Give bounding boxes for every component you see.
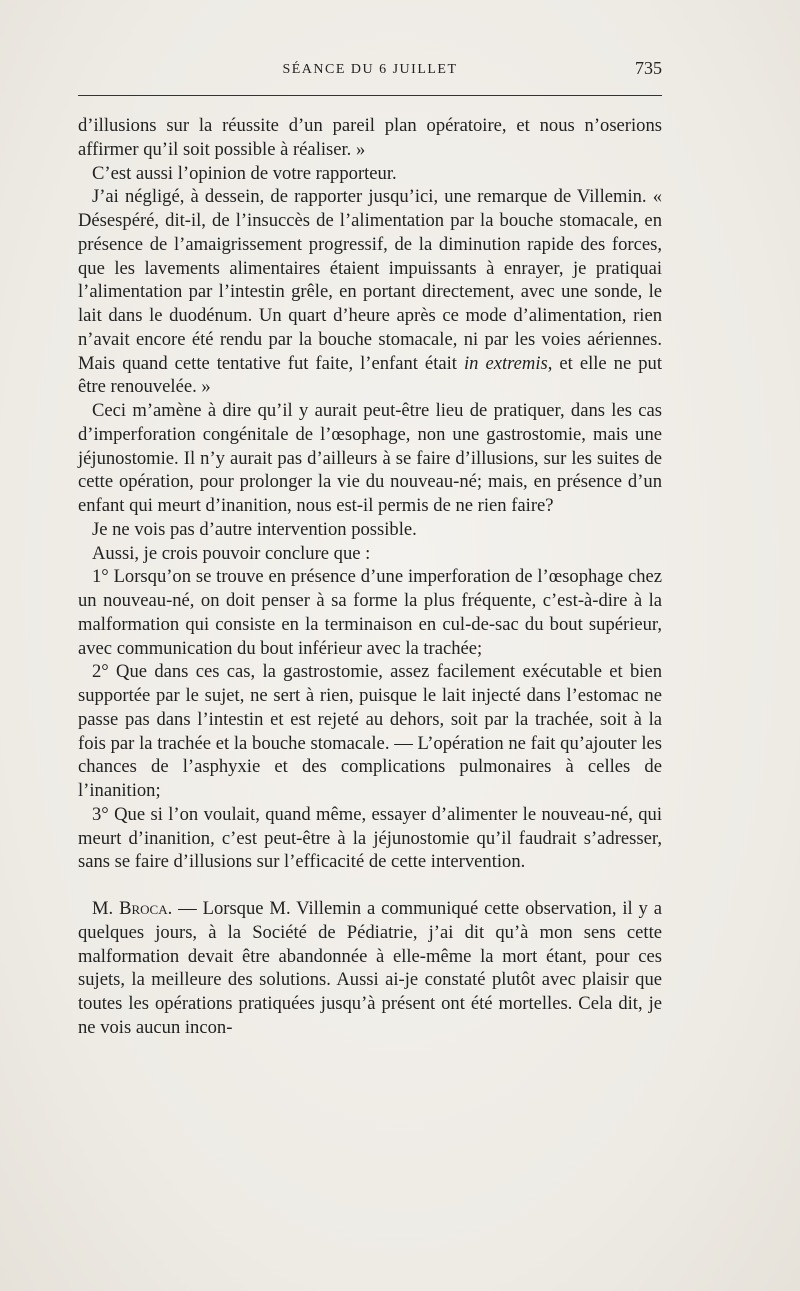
running-head: SÉANCE DU 6 JUILLET (282, 62, 458, 77)
header-rule (78, 95, 662, 96)
conclusion-1: 1° Lorsqu’on se trouve en présence d’une imperforation de l’œsophage chez un nouveau-né, on doit penser à sa forme la plus fréquente, c’est-à-dire à la malformation qui consiste en la terminaison en cul-de-sac du bout supérieur, avec communication du bout inférieur avec la trachée; (78, 566, 662, 659)
body-text (78, 114, 662, 1040)
paragraph-villemin-quote (78, 185, 662, 399)
conclusion-3: 3° Que si l’on voulait, quand même, essayer d’alimenter le nouveau-né, qui meurt d’inanition, c’est peut-être à la jéjunostomie qu’il faudrait s’adresser, sans se faire d’illusions sur l’efficacité de cette intervention. (78, 803, 662, 873)
broca-prefix: M. (92, 898, 120, 919)
paragraph-gap (78, 874, 662, 897)
paragraph-rapporteur: C’est aussi l’opinion de votre rapporteur. (92, 162, 397, 184)
page-number: 735 (635, 58, 662, 78)
page-header (78, 58, 662, 86)
italic-phrase: in extremis (463, 352, 548, 374)
speaker-name: Broca (119, 898, 168, 919)
broca-text: . — Lorsque M. Villemin a communiqué cette observation, il y a quelques jours, à la Société de Pédiatrie, j’ai dit qu’à mon sens cette malformation devait être abandonnée à elle-même la mort étant, pour ces sujets, la meilleure des solutions. Aussi ai-je constaté plutôt avec plaisir que toutes les opérations pratiquées jusqu’à présent ont été mortelles. Cela dit, je ne vois aucun incon- (78, 898, 662, 1038)
paragraph-continuation: d’illusions sur la réussite d’un pareil plan opératoire, et nous n’oserions affirmer qu’il soit possible à réaliser. » (78, 115, 662, 160)
paragraph-conclude: Aussi, je crois pouvoir conclure que : (92, 542, 371, 564)
villemin-quote-end: , et elle ne put être renouvelée. » (78, 352, 662, 398)
conclusion-2: 2° Que dans ces cas, la gastrostomie, assez facilement exécutable et bien supportée par le sujet, ne sert à rien, puisque le lait injecté dans l’estomac ne passe pas dans l’intestin et est rejeté au dehors, soit par la trachée, soit à la fois par la trachée et la bouche stomacale. — L’opération ne fait qu’ajouter les chances de l’asphyxie et des complications pulmonaires à celles de l’inanition; (78, 661, 662, 801)
villemin-quote-text: J’ai négligé, à dessein, de rapporter jusqu’ici, une remarque de Villemin. « Désespéré, dit-il, de l’insuccès de l’alimentation par la bouche stomacale, en présence de l’amaigrissement progressif, de la diminution rapide des forces, que les lavements alimentaires étaient impuissants à enrayer, je pratiquai l’alimentation par l’intestin grêle, en portant directement, avec une sonde, le lait dans le duodénum. Un quart d’heure après ce mode d’alimentation, rien n’avait encore été rendu par la bouche stomacale, ni par les voies aériennes. Mais quand cette tentative fut faite, l’enfant était (78, 186, 662, 374)
paragraph-broca (78, 897, 662, 1040)
paragraph-jejunostomie: Ceci m’amène à dire qu’il y aurait peut-être lieu de pratiquer, dans les cas d’imperforation congénitale de l’œsophage, non une gastrostomie, mais une jéjunostomie. Il n’y aurait pas d’ailleurs à se faire d’illusions, sur les suites de cette opération, pour prolonger la vie du nouveau-né; mais, en présence d’un enfant qui meurt d’inanition, nous est-il permis de ne rien faire? (78, 400, 662, 516)
paragraph-no-other: Je ne vois pas d’autre intervention possible. (92, 518, 417, 540)
